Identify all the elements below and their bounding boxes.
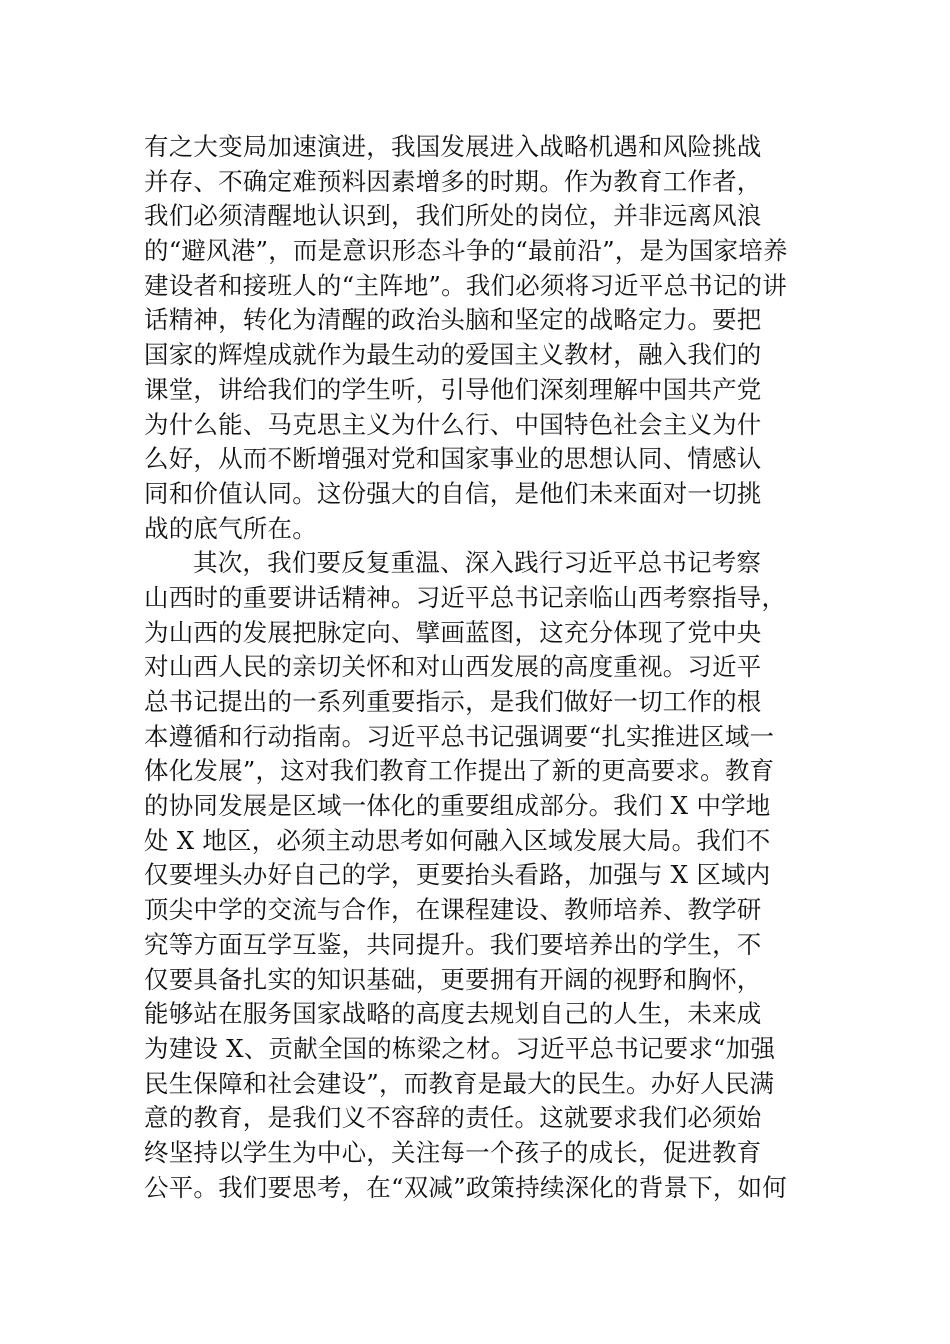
text-line: 国家的辉煌成就作为最生动的爱国主义教材，融入我们的 (144, 340, 762, 370)
text-line: 对山西人民的亲切关怀和对山西发展的高度重视。习近平 (144, 652, 762, 682)
text-line: 公平。我们要思考，在“双减”政策持续深化的背景下，如何 (144, 1172, 787, 1202)
text-line: 总书记提出的一系列重要指示，是我们做好一切工作的根 (144, 687, 762, 716)
text-line: 山西时的重要讲话精神。习近平总书记亲临山西考察指导， (144, 582, 787, 612)
text-line: 我们必须清醒地认识到，我们所处的岗位，并非远离风浪 (144, 201, 762, 231)
text-line: 终坚持以学生为中心，关注每一个孩子的成长，促进教育 (144, 1137, 762, 1167)
text-line: 其次，我们要反复重温、深入践行习近平总书记考察 (193, 548, 762, 578)
text-line: 为什么能、马克思主义为什么行、中国特色社会主义为什 (144, 409, 762, 439)
text-line: 的“避风港”，而是意识形态斗争的“最前沿”，是为国家培养 (144, 236, 788, 266)
text-line: 并存、不确定难预料因素增多的时期。作为教育工作者， (144, 166, 762, 196)
paragraph-2 (144, 546, 814, 1205)
text-line: 课堂，讲给我们的学生听，引导他们深刻理解中国共产党 (144, 374, 762, 404)
text-line: 民生保障和社会建设”，而教育是最大的民生。办好人民满 (144, 1068, 775, 1098)
text-line: 处 X 地区，必须主动思考如何融入区域发展大局。我们不 (144, 825, 771, 855)
text-line: 有之大变局加速演进，我国发展进入战略机遇和风险挑战 (144, 132, 762, 161)
text-line: 体化发展”，这对我们教育工作提出了新的更高要求。教育 (144, 756, 775, 786)
body-text (144, 130, 814, 1205)
text-line: 仅要埋头办好自己的学，更要抬头看路，加强与 X 区域内 (144, 860, 771, 890)
text-line: 能够站在服务国家战略的高度去规划自己的人生，未来成 (144, 999, 762, 1029)
text-line: 么好，从而不断增强对党和国家事业的思想认同、情感认 (144, 444, 762, 474)
text-line: 本遵循和行动指南。习近平总书记强调要“扎实推进区域一 (144, 721, 775, 751)
text-line: 意的教育，是我们义不容辞的责任。这就要求我们必须始 (144, 1103, 762, 1133)
text-line: 话精神，转化为清醒的政治头脑和坚定的战略定力。要把 (144, 305, 762, 335)
text-line: 建设者和接班人的“主阵地”。我们必须将习近平总书记的讲 (144, 270, 787, 300)
text-line: 为山西的发展把脉定向、擘画蓝图，这充分体现了党中央 (144, 617, 762, 647)
text-line: 为建设 X、贡献全国的栋梁之材。习近平总书记要求“加强 (144, 1033, 776, 1063)
text-line: 战的底气所在。 (144, 513, 317, 543)
text-line: 究等方面互学互鉴，共同提升。我们要培养出的学生，不 (144, 929, 762, 959)
paragraph-1 (144, 130, 814, 546)
text-line: 仅要具备扎实的知识基础，更要拥有开阔的视野和胸怀， (144, 964, 762, 994)
text-line: 的协同发展是区域一体化的重要组成部分。我们 X 中学地 (144, 791, 771, 821)
text-line: 顶尖中学的交流与合作，在课程建设、教师培养、教学研 (144, 895, 762, 925)
text-line: 同和价值认同。这份强大的自信，是他们未来面对一切挑 (144, 478, 762, 508)
